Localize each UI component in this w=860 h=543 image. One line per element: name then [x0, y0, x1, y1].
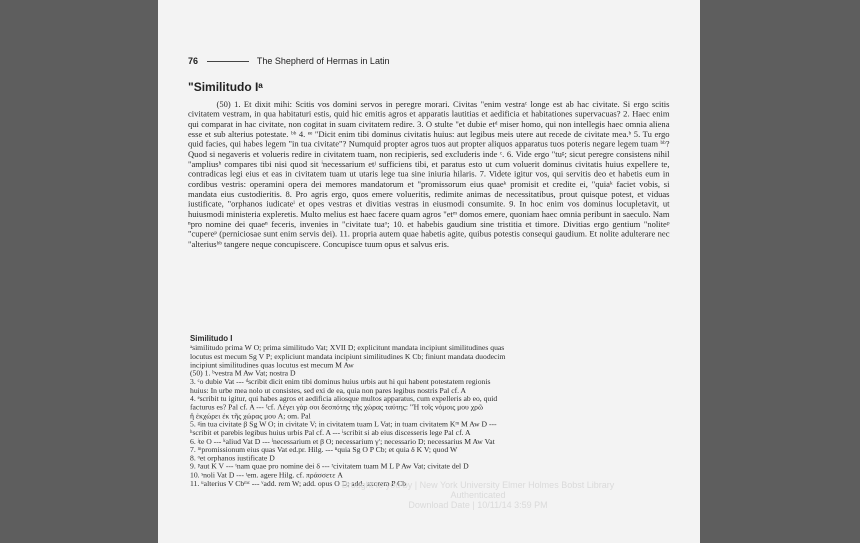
- watermark-line: Download Date | 10/11/14 3:59 PM: [408, 500, 548, 510]
- note-line: 3. ᶜo dubie Vat --- ᵈscribit dicit enim tibi dominus huius urbis aut hi qui habent potestatem regionis: [190, 378, 491, 387]
- note-line: locutus est mecum Sg V P; expliciunt mandata incipiunt similitudines K Cb; finiunt mandata duodecim: [190, 352, 506, 361]
- watermark-line: Authenticated: [450, 490, 506, 500]
- running-header: [188, 56, 668, 66]
- note-line: 11. ᵘalterius V Cbᵐᶜ --- ᵛadd. rem W; add. opus O D; add. uxorem P Cb: [190, 479, 407, 489]
- main-paragraph: (50) 1. Et dixit mihi: Scitis vos domini servos in peregre morari. Civitas "enim vestraᶜ longe est ab hac civitate. Si ergo scitis civitatem vestram, in qua habitaturi estis, quid hic emitis agros et apparatis lautitias et aedificia et habitationes supervacuas? 2. Haec enim qui comparat in hac civitate, non cogitat in suam civitatem redire. 3. O stulte "et dubie etᵈ miser homo, qui non intellegis haec omnia aliena esse et sub alterius potestate. ᵇᵇ 4. ᵉᵉ "Dicit enim tibi dominus civitatis huius: aut legibus meis utere aut recede de civitate mea.ᵇ 5. Tu ergo quid facies, qui habes legem "in tua civitate"? Numquid propter agros tuos aut propter aliquos apparatus tuos poteris negare legem tuam ᵇᵇ? Quod si negaveris et volueris redire in civitatem tuam, non recipieris, sed excluderis inde ᶜ. 6. Vide ergo "tuᵍ; sicut peregre consistens nihil "ampliusʰ compares tibi nisi quod sit ⁱnecessarium etʲ sufficiens tibi, et paratus esto ut cum voluerit dominus civitatis huius expellere te, contradicas legi eius et eas in civitatem tuam ut utaris lege tua sine iniuria hilaris. 7. Videte igitur vos, qui servitis deo et habetis eum in cordibus vestris: operamini opera dei memores mandatorum et "promissorum eius quaeᵏ promisit et credite ei, "quiaᵏ faciet vobis, si mandata eius custodieritis. 8. Pro agris ergo, quos emere volueritis, redimite animas de necessitatibus, prout quisque potest, et viduas iustificate, "orphanos iudicateˡ et opes vestras et divitias vestras in eiusmodi consumite. 9. In hoc enim vos dominus locupletavit, ut huiusmodi ministeria expleretis. Multo melius est haec facere quam agros "etᵐ domos emere, quoniam haec omnia peribunt in saeculo. Nam ⁿpro nomine dei quaeⁿ feceris, invenies in "civitate tuaᵒ; 10. et habebis gaudium sine tristitia et timore. Divitias ergo gentium "noliteᵖ "cupereᵖ (perniciosae sunt enim servis dei). 11. propria autem quae habetis agite, quibus potestis consequi gaudium. Et nolite adulterare nec "alteriusᵇᵇ tangere neque concupiscere. Concupisce tuum opus et salvus eris.: [188, 100, 670, 250]
- apparatus-notes: [190, 335, 700, 488]
- main-text: [188, 100, 670, 250]
- note-line: ᵃsimilitudo prima W O; prima similitudo Vat; XVII D; explicitunt mandata incipiunt similitudines quas: [190, 344, 505, 353]
- note-line: 4. ᵉscribit tu igitur, qui habes agros et aedificia aliosque multos apparatus, cum expelleris ab eo, quid: [190, 395, 498, 404]
- note-line: (50) 1. ᵇvestra M Aw Vat; nostra D: [190, 369, 296, 378]
- note-line: 10. ˢnoli Vat D --- ᵗem. agere Hilg. cf. πράσσετε A: [190, 471, 343, 480]
- note-line: ʰscribit et parebis legibus huius urbis Pal cf. A --- ⁱscribit si ab eius discesseris lege Pal cf. A: [190, 428, 471, 438]
- notes-title: Similitudo I: [190, 334, 233, 344]
- running-title: The Shepherd of Hermas in Latin: [256, 56, 390, 66]
- section-heading: "Similitudo Iᵃ: [188, 80, 263, 94]
- watermark-line: Brought to you by | New York University Elmer Holmes Bobst Library: [341, 480, 615, 490]
- header-rule: [207, 61, 249, 62]
- note-line: huius: In urbe mea nolo ut consistes, sed exi de ea, quia non pares legibus nostris Pal cf. A: [190, 386, 467, 395]
- note-line: 6. ʲte O --- ᵏaliud Vat D --- ˡnecessarium et β O; necessarium γʹ; necessario D; necessarius M Aw Vat: [190, 437, 495, 446]
- download-watermark: [278, 480, 678, 510]
- page-number: 76: [188, 56, 199, 66]
- note-line: 8. ᵒet orphanos iustificate D: [190, 454, 275, 463]
- note-line: incipiunt similitudines quas locutus est mecum M Aw: [190, 361, 354, 370]
- note-line: 9. ᵖaut K V --- ᵗnam quae pro nomine dei δ --- ʳcivitatem tuam M L P Aw Vat; civitate del D: [190, 462, 469, 472]
- note-line: 7. ᵐpromissionum eius quas Vat ed.pr. Hilg. --- ⁿquia Sg O P Cb; et quia δ K V; quod W: [190, 445, 458, 455]
- note-line: ἢ ἐκχώρει ἐκ τῆς χώρας μου A; om. Pal: [190, 412, 311, 421]
- note-line: facturus es? Pal cf. A --- ᶠcf. Λέγει γὰρ σοι δεσπότης τῆς χώρας ταύτης: "Ή τοῖς νόμοις μου χρῶ: [190, 403, 483, 412]
- document-page: [158, 0, 700, 543]
- note-line: 5. ᵍin tua civitate β Sg W O; in civitate V; in civitatem tuam L Vat; in tuam civitatem Kᵐ M Aw D ---: [190, 420, 497, 429]
